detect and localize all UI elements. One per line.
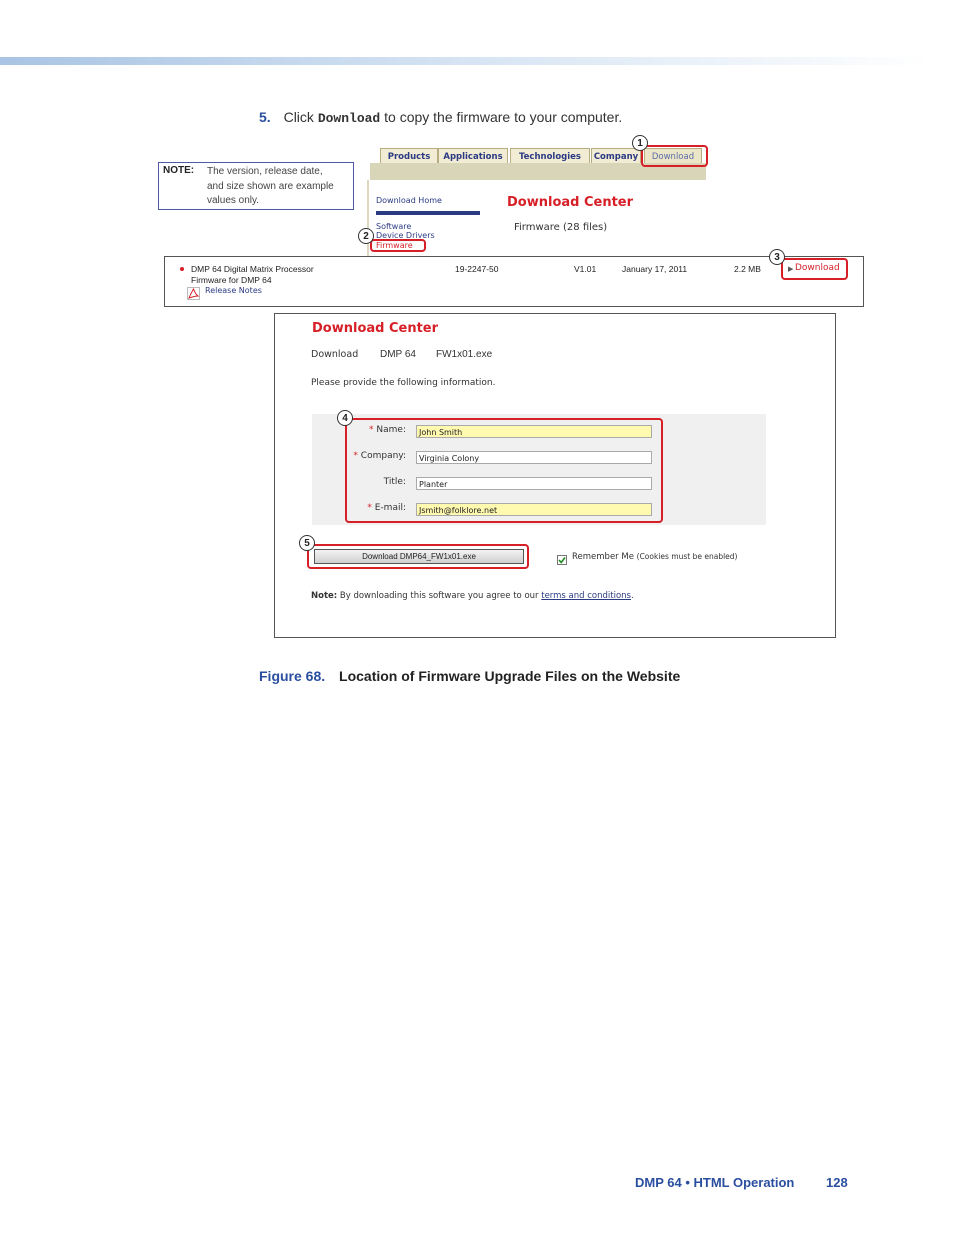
- step-number: 5.: [259, 109, 271, 125]
- terms-link[interactable]: terms and conditions: [541, 591, 631, 601]
- terms-note-text: By downloading this software you agree to our: [339, 591, 539, 601]
- note-box: [158, 162, 354, 210]
- step-5-instruction: [259, 109, 622, 126]
- file-size: 2.2 MB: [734, 264, 761, 274]
- firmware-list-row: [164, 256, 864, 307]
- nav-software[interactable]: Software: [376, 222, 412, 231]
- nav-firmware[interactable]: Firmware: [376, 241, 413, 250]
- callout-2: 2: [358, 228, 374, 244]
- terms-note-label: Note:: [311, 591, 338, 601]
- download-file-button[interactable]: Download DMP64_FW1x01.exe: [314, 549, 524, 564]
- note-text: [207, 165, 347, 209]
- download-product: DMP 64: [380, 349, 416, 360]
- callout-3: 3: [769, 249, 785, 265]
- callout-2-box: [370, 239, 426, 252]
- pdf-icon: [187, 287, 200, 300]
- firmware-name-line: Firmware for DMP 64: [191, 275, 272, 285]
- step-text-before: Click: [283, 109, 314, 125]
- part-number: 19-2247-50: [455, 264, 499, 274]
- download-link[interactable]: Download: [795, 263, 840, 273]
- field-label: Title:: [383, 477, 406, 487]
- required-marker: *: [367, 503, 372, 513]
- page-number: 128: [826, 1175, 848, 1190]
- note-line: The version, release date,: [207, 166, 323, 177]
- remember-me-checkbox[interactable]: [557, 552, 567, 562]
- note-label: NOTE:: [163, 165, 195, 176]
- tab-company[interactable]: Company: [591, 148, 641, 164]
- email-field[interactable]: Jsmith@folklore.net: [416, 503, 652, 516]
- name-field[interactable]: John Smith: [416, 425, 652, 438]
- header-gradient-bar: [0, 57, 930, 65]
- version: V1.01: [574, 264, 597, 274]
- required-marker: *: [353, 451, 358, 461]
- red-bullet: [180, 267, 184, 271]
- field-label: Name:: [376, 425, 406, 435]
- step-text-after: to copy the firmware to your computer.: [384, 109, 623, 125]
- callout-3-box: [781, 258, 848, 280]
- terms-note: [311, 591, 634, 601]
- title-field[interactable]: Planter: [416, 477, 652, 490]
- nav-device-drivers[interactable]: Device Drivers: [376, 231, 435, 240]
- download-form-title: Download Center: [312, 321, 439, 336]
- tab-technologies[interactable]: Technologies: [510, 148, 590, 164]
- nav-divider: [376, 211, 480, 215]
- field-label: Company:: [360, 451, 406, 461]
- field-label: E-mail:: [374, 503, 406, 513]
- download-arrow-icon: ▶: [788, 266, 794, 273]
- tab-download[interactable]: Download: [644, 148, 702, 164]
- figure-title: Location of Firmware Upgrade Files on the Website: [339, 668, 681, 684]
- terms-note-end: .: [630, 591, 634, 601]
- figure-number: Figure 68.: [259, 668, 326, 684]
- content-area-corner: [484, 180, 706, 257]
- note-line: and size shown are example: [207, 180, 334, 192]
- figure-caption: [259, 668, 680, 684]
- nav-download-home[interactable]: Download Home: [376, 196, 442, 205]
- footer-text: DMP 64 • HTML Operation: [635, 1175, 795, 1190]
- company-field[interactable]: Virginia Colony: [416, 451, 652, 464]
- firmware-name: [191, 264, 314, 286]
- remember-me-label: [572, 552, 737, 562]
- remember-me-text: Remember Me: [572, 552, 634, 562]
- callout-5: 5: [299, 535, 315, 551]
- required-marker: *: [369, 425, 374, 435]
- form-instructions: Please provide the following information.: [311, 378, 496, 388]
- callout-4: 4: [337, 410, 353, 426]
- step-command: Download: [317, 111, 381, 126]
- callout-4-box: [345, 418, 663, 523]
- firmware-count: Firmware (28 files): [514, 222, 608, 233]
- callout-1: 1: [632, 135, 648, 151]
- callout-5-box: [307, 544, 529, 569]
- cookies-note: (Cookies must be enabled): [636, 552, 738, 561]
- download-label: Download: [311, 349, 359, 360]
- firmware-name-line: DMP 64 Digital Matrix Processor: [191, 264, 314, 274]
- tab-products[interactable]: Products: [380, 148, 438, 164]
- callout-1-box: [641, 145, 708, 167]
- note-line: values only.: [207, 195, 260, 206]
- page-footer: [635, 1175, 848, 1190]
- release-date: January 17, 2011: [622, 264, 688, 274]
- tab-applications[interactable]: Applications: [438, 148, 508, 164]
- download-center-title: Download Center: [507, 195, 634, 210]
- release-notes-link[interactable]: Release Notes: [205, 286, 262, 295]
- download-file: FW1x01.exe: [436, 349, 493, 360]
